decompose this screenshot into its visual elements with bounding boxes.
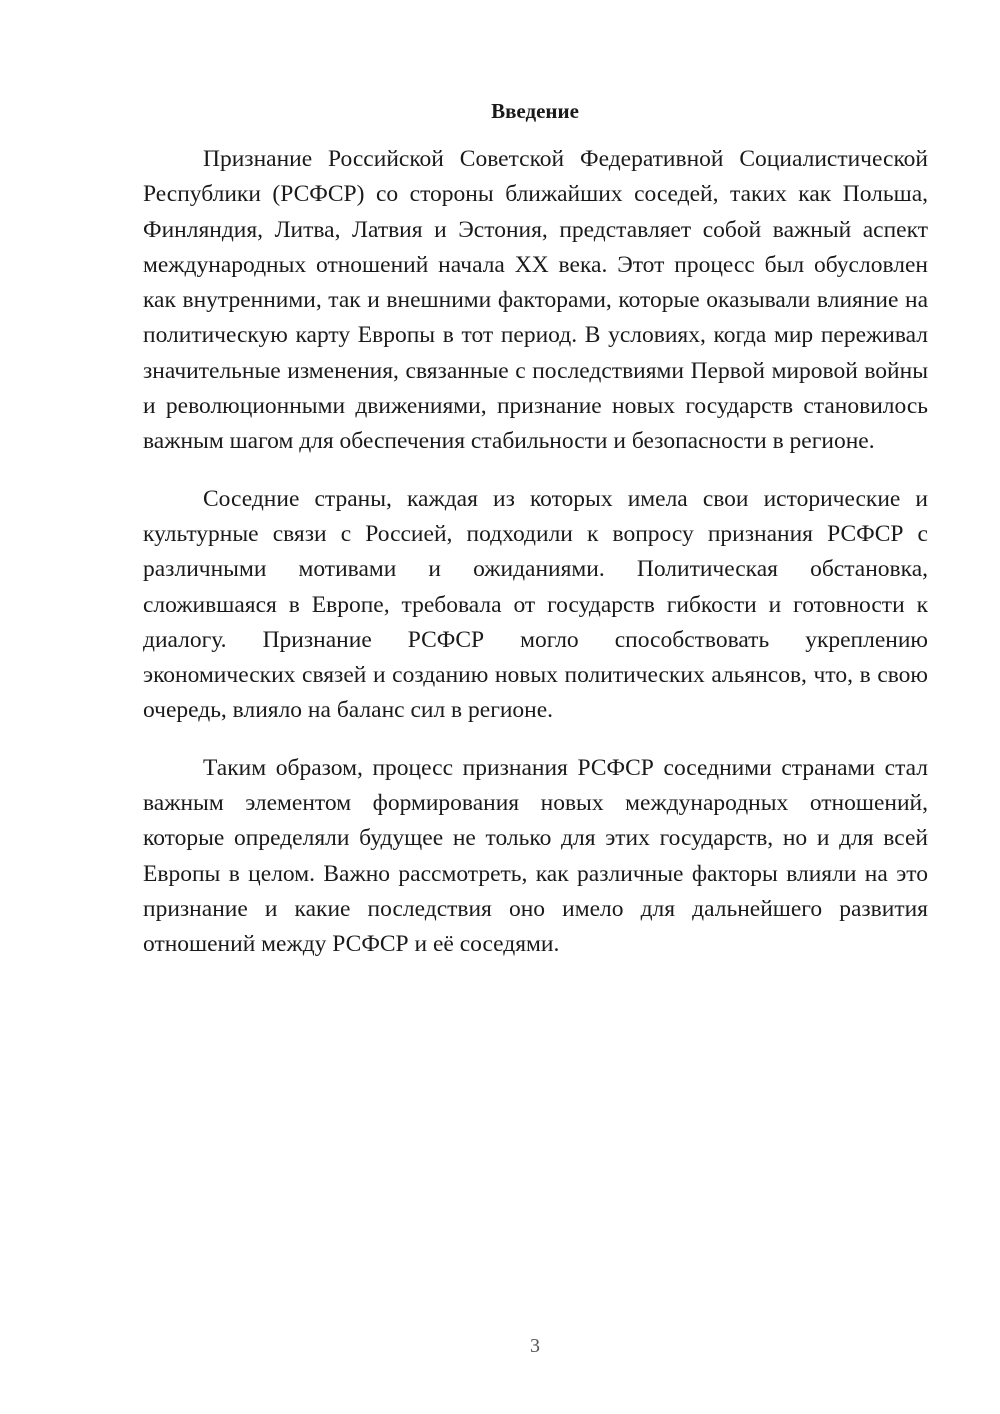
page-number: 3 (530, 1335, 540, 1357)
body-text (143, 142, 928, 985)
paragraph-1: Признание Российской Советской Федеративной Социалистической Республики (РСФСР) со стороны ближайших соседей, таких как Польша, Финляндия, Литва, Латвия и Эстония, представляет собой важный аспект международных отношений начала XX века. Этот процесс был обусловлен как внутренними, так и внешними факторами, которые оказывали влияние на политическую карту Европы в тот период. В условиях, когда мир переживал значительные изменения, связанные с последствиями Первой мировой войны и революционными движениями, признание новых государств становилось важным шагом для обеспечения стабильности и безопасности в регионе. (143, 146, 928, 455)
section-heading: Введение (491, 99, 579, 123)
paragraph-2: Соседние страны, каждая из которых имела свои исторические и культурные связи с Россией, подходили к вопросу признания РСФСР с различными мотивами и ожиданиями. Политическая обстановка, сложившаяся в Европе, требовала от государств гибкости и готовности к диалогу. Признание РСФСР могло способствовать укреплению экономических связей и созданию новых политических альянсов, что, в свою очередь, влияло на баланс сил в регионе. (143, 485, 928, 724)
paragraph-3: Таким образом, процесс признания РСФСР соседними странами стал важным элементом формирования новых международных отношений, которые определяли будущее не только для этих государств, но и для всей Европы в целом. Важно рассмотреть, как различные факторы влияли на это признание и какие последствия оно имело для дальнейшего развития отношений между РСФСР и её соседями. (143, 754, 928, 958)
